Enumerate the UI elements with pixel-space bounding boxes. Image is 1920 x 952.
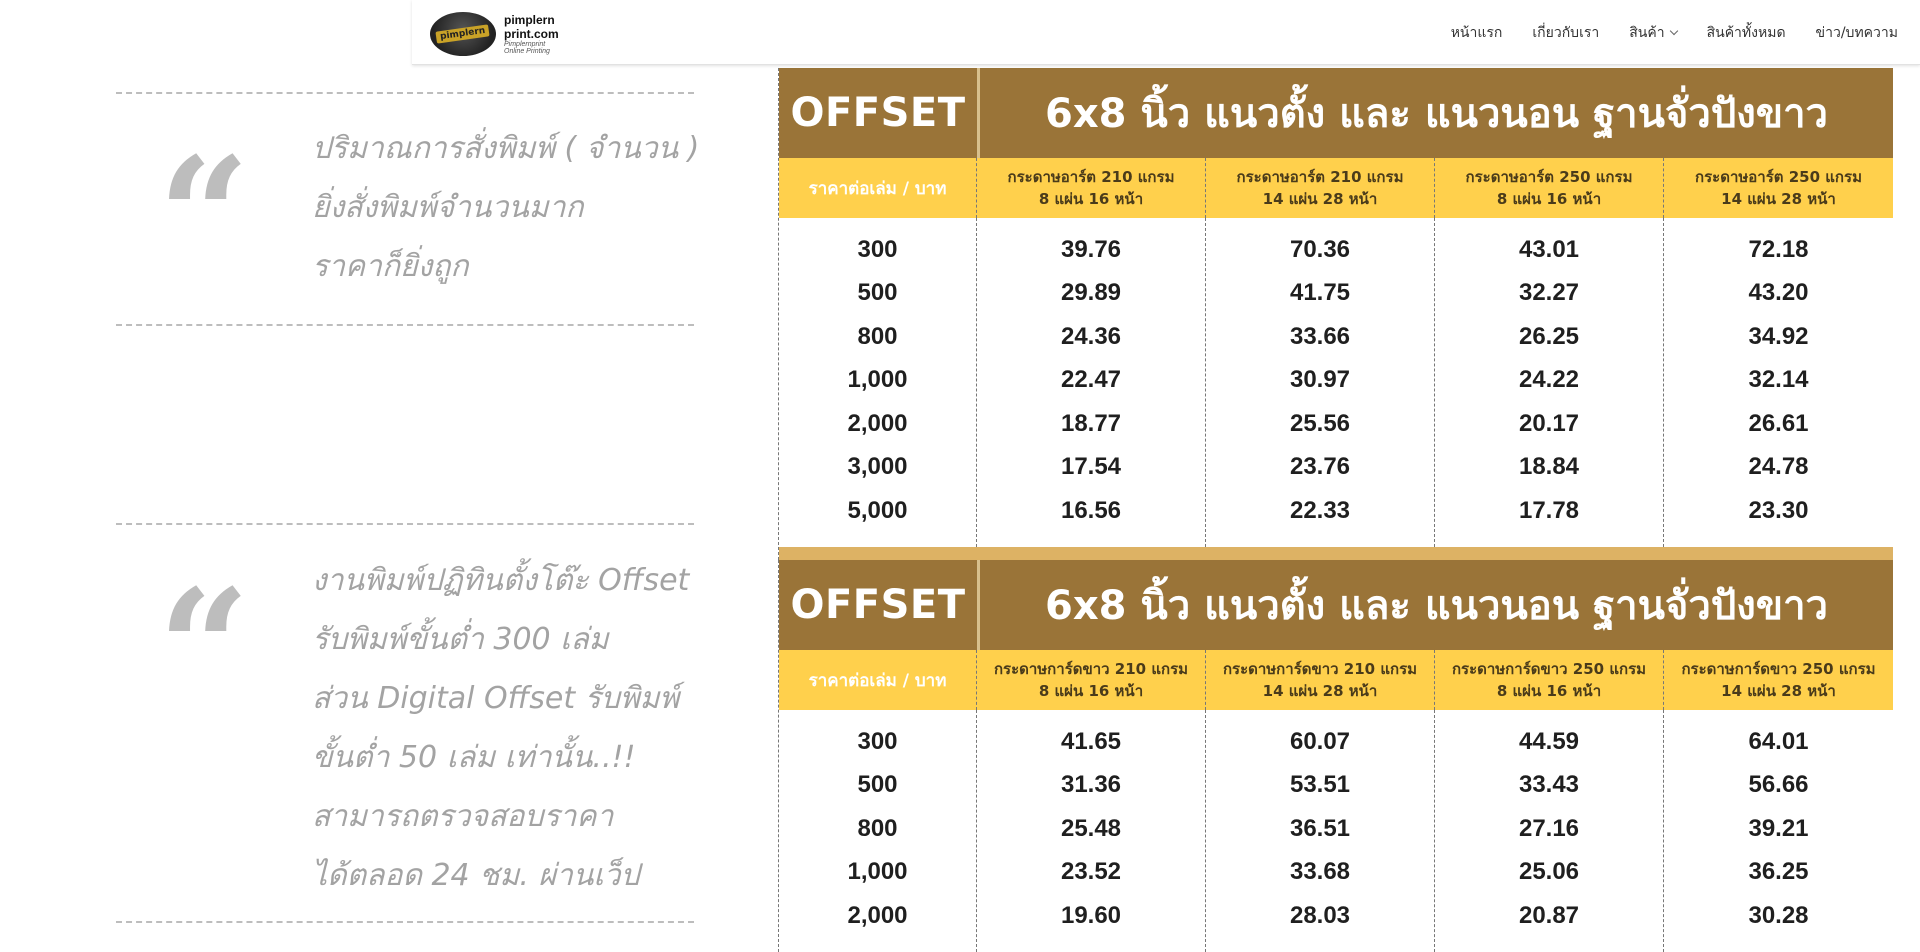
quote-line: รับพิมพ์ขั้นต่ำ 300 เล่ม bbox=[312, 622, 609, 657]
column-header-line1: กระดาษอาร์ต 250 แกรม bbox=[1465, 168, 1633, 186]
nav-news[interactable]: ข่าว/บทความ bbox=[1815, 25, 1898, 41]
price-column bbox=[977, 218, 1206, 547]
price-column bbox=[977, 710, 1206, 952]
price-cell: 39.76 bbox=[1060, 235, 1122, 263]
quantity-cell: 300 bbox=[857, 727, 898, 755]
quote-block-2 bbox=[116, 523, 694, 925]
price-cell: 31.36 bbox=[1060, 771, 1122, 799]
table-header bbox=[779, 560, 1893, 650]
quote-line: ส่วน Digital Offset รับพิมพ์ bbox=[312, 681, 680, 716]
quantity-cell: 300 bbox=[857, 235, 898, 263]
price-cell: 24.36 bbox=[1060, 322, 1122, 350]
logo-wordmark bbox=[504, 13, 559, 55]
column-header-line1: กระดาษอาร์ต 250 แกรม bbox=[1695, 168, 1862, 186]
chevron-down-icon bbox=[1669, 27, 1677, 35]
price-cell: 17.54 bbox=[1060, 453, 1122, 481]
price-cell: 26.61 bbox=[1748, 409, 1809, 437]
price-cell: 64.01 bbox=[1748, 727, 1809, 755]
price-cell: 26.25 bbox=[1518, 322, 1580, 350]
logo-name-line2: print.com bbox=[504, 27, 559, 41]
price-cell: 30.97 bbox=[1289, 366, 1351, 394]
quote-text bbox=[312, 119, 699, 296]
divider bbox=[116, 92, 694, 94]
price-cell: 23.30 bbox=[1748, 496, 1809, 524]
table-body bbox=[779, 710, 1893, 952]
price-column bbox=[1664, 710, 1893, 952]
column-header-line2: 14 แผ่น 28 หน้า bbox=[1262, 190, 1378, 208]
price-cell: 20.17 bbox=[1518, 409, 1580, 437]
price-cell: 22.33 bbox=[1289, 496, 1351, 524]
price-cell: 41.65 bbox=[1060, 727, 1122, 755]
quantity-cell: 500 bbox=[857, 771, 898, 799]
price-cell: 32.27 bbox=[1518, 279, 1580, 307]
quote-line: สามารถตรวจสอบราคา bbox=[312, 799, 614, 834]
price-cell: 32.14 bbox=[1748, 366, 1809, 394]
column-header-line2: 8 แผ่น 16 หน้า bbox=[1496, 682, 1602, 700]
quote-line: ยิ่งสั่งพิมพ์จำนวนมาก bbox=[312, 190, 584, 225]
quote-block-1 bbox=[116, 92, 700, 330]
column-header-line2: 8 แผ่น 16 หน้า bbox=[1038, 190, 1144, 208]
price-cell: 36.51 bbox=[1289, 814, 1351, 842]
quote-line: ราคาก็ยิ่งถูก bbox=[312, 249, 469, 284]
price-cell: 24.22 bbox=[1518, 366, 1580, 394]
column-header bbox=[1206, 650, 1435, 710]
price-cell: 43.01 bbox=[1518, 235, 1580, 263]
price-column bbox=[1435, 710, 1664, 952]
column-header bbox=[977, 158, 1206, 218]
price-cell: 24.78 bbox=[1748, 453, 1809, 481]
quantity-column bbox=[779, 218, 977, 547]
quantity-cell: 1,000 bbox=[847, 366, 908, 394]
column-headers bbox=[779, 158, 1893, 218]
column-header-line2: 8 แผ่น 16 หน้า bbox=[1038, 682, 1144, 700]
price-cell: 29.89 bbox=[1060, 279, 1122, 307]
price-column bbox=[1206, 218, 1435, 547]
nav-products-dropdown[interactable] bbox=[1629, 22, 1676, 44]
quantity-column bbox=[779, 710, 977, 952]
nav-products-label: สินค้า bbox=[1629, 25, 1665, 41]
price-cell: 19.60 bbox=[1060, 901, 1122, 929]
quantity-cell: 2,000 bbox=[847, 409, 908, 437]
column-header bbox=[1664, 158, 1893, 218]
column-header bbox=[1435, 650, 1664, 710]
column-header-line1: กระดาษอาร์ต 210 แกรม bbox=[1007, 168, 1175, 186]
quantity-cell: 3,000 bbox=[847, 453, 908, 481]
column-header-line1: กระดาษการ์ดขาว 210 แกรม bbox=[993, 660, 1189, 678]
price-column bbox=[1206, 710, 1435, 952]
column-header-line2: 14 แผ่น 28 หน้า bbox=[1262, 682, 1378, 700]
divider bbox=[116, 324, 694, 326]
column-header bbox=[1435, 158, 1664, 218]
quantity-cell: 5,000 bbox=[847, 496, 908, 524]
nav-all-products[interactable]: สินค้าทั้งหมด bbox=[1706, 25, 1786, 41]
row-header-label: ราคาต่อเล่ม / บาท bbox=[779, 158, 977, 218]
quote-text bbox=[312, 551, 689, 905]
quote-line: ขั้นต่ำ 50 เล่ม เท่านั้น..!! bbox=[312, 740, 636, 775]
table-title: 6x8 นิ้ว แนวตั้ง และ แนวนอน ฐานจั่วปังขาว bbox=[1044, 91, 1829, 137]
column-header-line2: 14 แผ่น 28 หน้า bbox=[1721, 190, 1836, 208]
price-cell: 41.75 bbox=[1289, 279, 1351, 307]
price-cell: 44.59 bbox=[1518, 727, 1580, 755]
column-header bbox=[977, 650, 1206, 710]
price-cell: 28.03 bbox=[1289, 901, 1351, 929]
price-cell: 33.68 bbox=[1289, 858, 1351, 886]
price-column bbox=[1435, 218, 1664, 547]
price-cell: 16.56 bbox=[1060, 496, 1122, 524]
price-cell: 27.16 bbox=[1518, 814, 1580, 842]
price-cell: 33.66 bbox=[1289, 322, 1351, 350]
price-cell: 33.43 bbox=[1518, 771, 1580, 799]
column-headers bbox=[779, 650, 1893, 710]
logo-name-line1: pimplern bbox=[504, 13, 555, 27]
price-cell: 17.78 bbox=[1518, 496, 1580, 524]
price-cell: 30.28 bbox=[1748, 901, 1809, 929]
column-header-line2: 14 แผ่น 28 หน้า bbox=[1721, 682, 1836, 700]
quantity-cell: 1,000 bbox=[847, 858, 908, 886]
price-table-white-card bbox=[778, 560, 1893, 952]
price-cell: 36.25 bbox=[1748, 858, 1809, 886]
price-cell: 23.76 bbox=[1289, 453, 1351, 481]
price-cell: 60.07 bbox=[1289, 727, 1351, 755]
logo-badge-text: pimplern bbox=[436, 24, 491, 43]
quantity-cell: 800 bbox=[857, 814, 898, 842]
offset-badge: OFFSET bbox=[779, 68, 980, 158]
main-nav bbox=[1451, 22, 1898, 44]
column-header-line1: กระดาษการ์ดขาว 250 แกรม bbox=[1681, 660, 1876, 678]
price-cell: 25.06 bbox=[1518, 858, 1580, 886]
price-cell: 22.47 bbox=[1060, 366, 1122, 394]
logo-tagline1: Pimplernprint bbox=[504, 41, 546, 48]
site-logo[interactable] bbox=[430, 10, 559, 58]
price-cell: 25.56 bbox=[1289, 409, 1351, 437]
table-header bbox=[779, 68, 1893, 158]
price-cell: 70.36 bbox=[1289, 235, 1351, 263]
offset-badge: OFFSET bbox=[779, 560, 980, 650]
quantity-cell: 500 bbox=[857, 279, 898, 307]
price-cell: 72.18 bbox=[1748, 235, 1809, 263]
nav-home[interactable]: หน้าแรก bbox=[1450, 25, 1503, 41]
price-cell: 34.92 bbox=[1748, 322, 1809, 350]
table-title: 6x8 นิ้ว แนวตั้ง และ แนวนอน ฐานจั่วปังขาว bbox=[1044, 583, 1829, 629]
quote-line: ได้ตลอด 24 ชม. ผ่านเว็ป bbox=[312, 858, 640, 893]
divider bbox=[116, 523, 694, 525]
column-header bbox=[1664, 650, 1893, 710]
logo-tagline2: Online Printing bbox=[504, 48, 550, 55]
divider bbox=[116, 921, 694, 923]
price-cell: 18.84 bbox=[1518, 453, 1580, 481]
price-cell: 56.66 bbox=[1748, 771, 1809, 799]
price-cell: 20.87 bbox=[1518, 901, 1580, 929]
price-cell: 25.48 bbox=[1060, 814, 1122, 842]
price-cell: 43.20 bbox=[1748, 279, 1809, 307]
price-table-art-paper bbox=[778, 68, 1893, 565]
quote-mark-icon: “ bbox=[158, 554, 251, 742]
quote-mark-icon: “ bbox=[158, 122, 251, 310]
row-header-label: ราคาต่อเล่ม / บาท bbox=[779, 650, 977, 710]
price-column bbox=[1664, 218, 1893, 547]
column-header-line1: กระดาษอาร์ต 210 แกรม bbox=[1236, 168, 1404, 186]
quote-line: งานพิมพ์ปฏิทินตั้งโต๊ะ Offset bbox=[312, 563, 690, 598]
logo-badge bbox=[430, 12, 496, 56]
price-cell: 53.51 bbox=[1289, 771, 1351, 799]
quote-line: ปริมาณการสั่งพิมพ์ ( จำนวน ) bbox=[312, 131, 700, 166]
price-cell: 23.52 bbox=[1060, 858, 1122, 886]
quantity-cell: 800 bbox=[857, 322, 898, 350]
column-header-line2: 8 แผ่น 16 หน้า bbox=[1496, 190, 1602, 208]
column-header-line1: กระดาษการ์ดขาว 250 แกรม bbox=[1451, 660, 1647, 678]
price-cell: 39.21 bbox=[1748, 814, 1809, 842]
column-header bbox=[1206, 158, 1435, 218]
table-body bbox=[779, 218, 1893, 547]
nav-about[interactable]: เกี่ยวกับเรา bbox=[1532, 25, 1600, 41]
site-header bbox=[412, 0, 1920, 65]
column-header-line1: กระดาษการ์ดขาว 210 แกรม bbox=[1222, 660, 1418, 678]
price-cell: 18.77 bbox=[1060, 409, 1122, 437]
quantity-cell: 2,000 bbox=[847, 901, 908, 929]
